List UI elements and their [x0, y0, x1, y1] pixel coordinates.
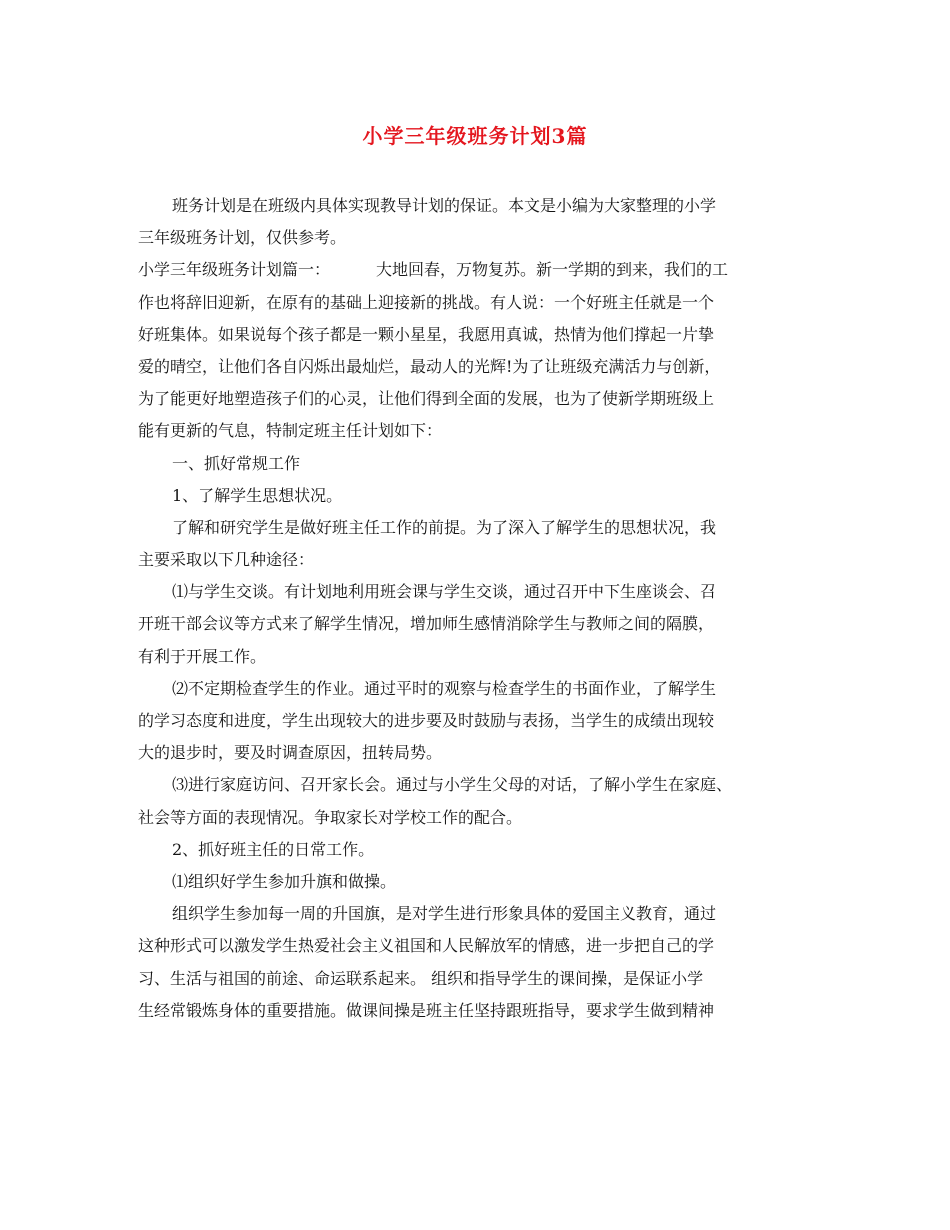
- text-line-content: 主要采取以下几种途径：: [138, 550, 315, 570]
- text-line-content: 好班集体。如果说每个孩子都是一颗小星星，我愿用真诚，热情为他们撑起一片挚: [138, 324, 715, 344]
- text-line-content: 1、了解学生思想状况。: [172, 485, 343, 505]
- text-line: [138, 254, 828, 286]
- text-line: [138, 576, 828, 608]
- text-line: [138, 608, 828, 640]
- text-line: [138, 673, 828, 705]
- text-line: [138, 415, 828, 447]
- text-line-content: 一、抓好常规工作: [172, 453, 301, 473]
- document-body: [138, 190, 828, 1027]
- text-line: [138, 995, 828, 1027]
- text-line: [138, 544, 828, 576]
- text-line-content: 的学习态度和进度，学生出现较大的进步要及时鼓励与表扬，当学生的成绩出现较: [138, 711, 715, 730]
- text-line-content: 社会等方面的表现情况。争取家长对学校工作的配合。: [138, 807, 523, 827]
- text-line: [138, 190, 828, 222]
- text-line: [138, 802, 828, 834]
- text-line-content: 三年级班务计划，仅供参考。: [138, 228, 347, 248]
- text-line-content: ⑶进行家庭访问、召开家长会。通过与小学生父母的对话，了解小学生在家庭、: [172, 775, 733, 795]
- text-line: [138, 383, 828, 415]
- text-line-content: 了解和研究学生是做好班主任工作的前提。为了深入了解学生的思想状况，我: [172, 517, 717, 537]
- text-line-content: 2、抓好班主任的日常工作。: [172, 839, 375, 859]
- text-line-content: 小学三年级班务计划篇一：: [138, 260, 331, 280]
- text-line-content: 这种形式可以激发学生热爱社会主义祖国和人民解放军的情感，进一步把自己的学: [138, 936, 715, 956]
- text-line: [138, 222, 828, 254]
- text-line-content: 开班干部会议等方式来了解学生情况，增加师生感情消除学生与教师之间的隔膜，: [138, 614, 715, 634]
- text-line: [138, 866, 828, 898]
- text-line: [138, 737, 828, 769]
- text-line: [138, 641, 828, 673]
- text-line-content: 爱的晴空，让他们各自闪烁出最灿烂，最动人的光辉!为了让班级充满活力与创新，: [138, 356, 721, 376]
- text-line-content: ⑵不定期检查学生的作业。通过平时的观察与检查学生的书面作业，了解学生: [172, 678, 717, 698]
- text-line-content: 大的退步时，要及时调查原因，扭转局势。: [138, 743, 443, 763]
- text-line-content: 习、生活与祖国的前途、命运联系起来。 组织和指导学生的课间操，是保证小学: [138, 968, 704, 988]
- text-line-content: 有利于开展工作。: [138, 646, 267, 666]
- text-line: [138, 319, 828, 351]
- text-line: [138, 705, 828, 737]
- text-line-content: 能有更新的气息，特制定班主任计划如下：: [138, 421, 443, 441]
- text-line-content: 生经常锻炼身体的重要措施。做课间操是班主任坚持跟班指导，要求学生做到精神: [138, 1000, 715, 1020]
- text-line: [138, 351, 828, 383]
- text-line: [138, 287, 828, 319]
- text-line-content: ⑴与学生交谈。有计划地利用班会课与学生交谈，通过召开中下生座谈会、召: [172, 582, 717, 602]
- text-line-content: 为了能更好地塑造孩子们的心灵，让他们得到全面的发展，也为了使新学期班级上: [138, 389, 715, 409]
- text-line-continuation: 大地回春，万物复苏。新一学期的到来，我们的工: [376, 260, 729, 280]
- text-line: [138, 930, 828, 962]
- text-line: [138, 963, 828, 995]
- text-line: [138, 448, 828, 480]
- text-line: [138, 834, 828, 866]
- text-line-content: 组织学生参加每一周的升国旗，是对学生进行形象具体的爱国主义教育，通过: [172, 904, 717, 924]
- document-title: 小学三年级班务计划3篇: [362, 124, 588, 148]
- text-line: [138, 480, 828, 512]
- text-line: [138, 769, 828, 801]
- text-line: [138, 898, 828, 930]
- text-line-content: 作也将辞旧迎新，在原有的基础上迎接新的挑战。有人说：一个好班主任就是一个: [138, 292, 715, 312]
- text-line-content: ⑴组织好学生参加升旗和做操。: [172, 871, 397, 891]
- text-line: [138, 512, 828, 544]
- text-line-content: 班务计划是在班级内具体实现教导计划的保证。本文是小编为大家整理的小学: [172, 196, 717, 215]
